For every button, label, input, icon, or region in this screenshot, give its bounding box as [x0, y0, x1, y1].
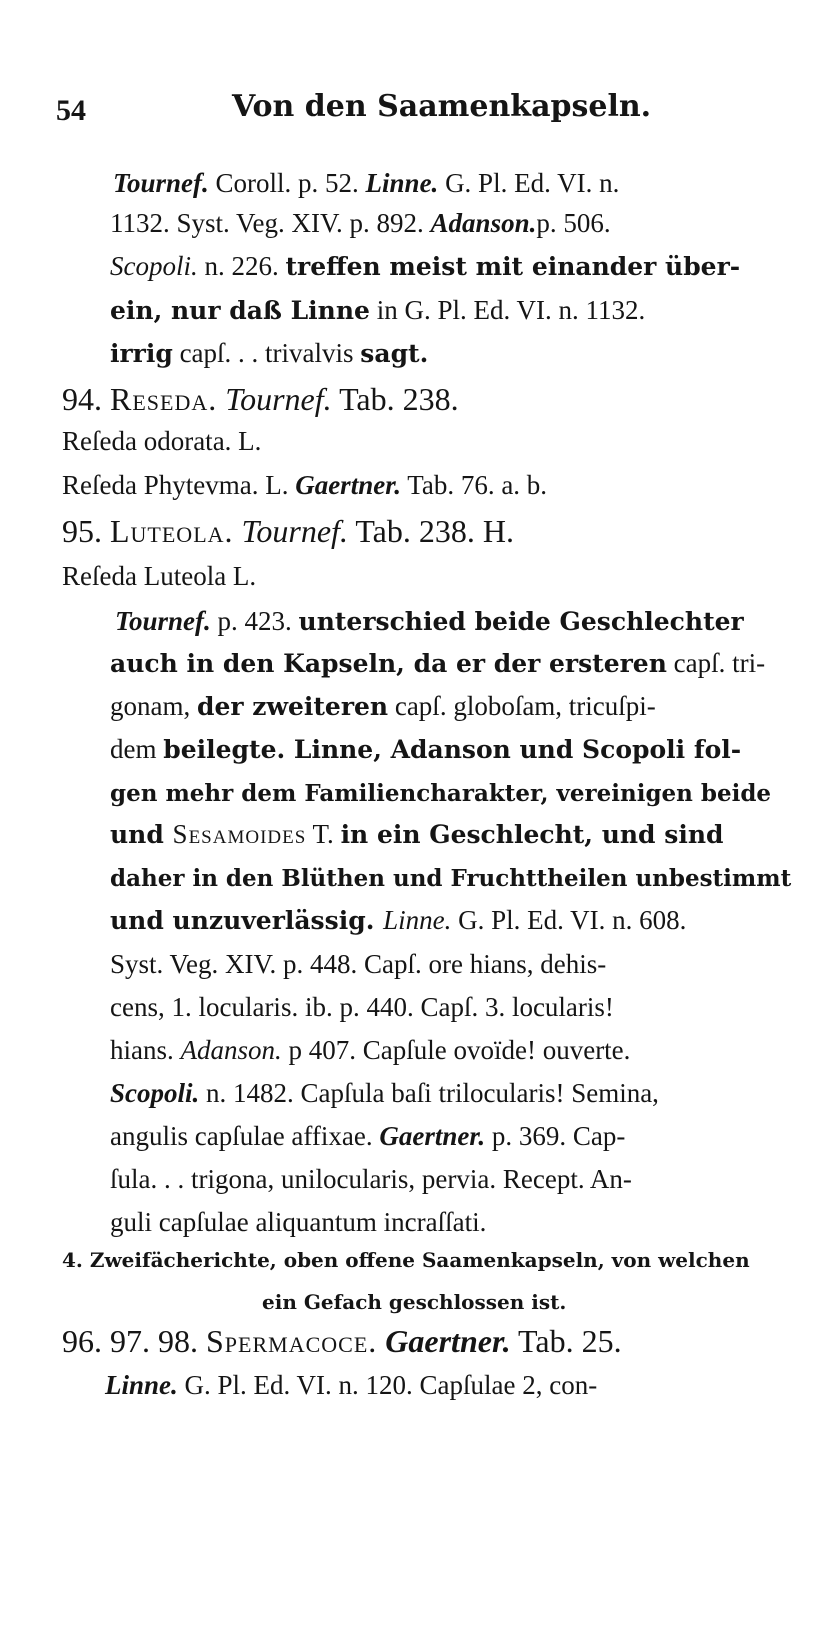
author-ref: Linne. — [105, 1370, 178, 1400]
text-line — [110, 1080, 659, 1107]
text-line — [110, 210, 611, 237]
author-ref: Gaertner. — [295, 470, 401, 500]
running-title: Von den Saamenkapseln. — [232, 89, 652, 124]
text-span: 1132. Syst. Veg. XIV. p. 892. — [110, 208, 431, 238]
german-text: und unzuverlässig. — [110, 906, 384, 935]
german-text: auch in den Kapseln, da er der ersteren — [110, 649, 667, 678]
german-text: ein, nur daß Linne — [110, 296, 370, 325]
text-line — [113, 170, 619, 197]
text-line — [62, 428, 261, 455]
text-span: gonam, — [110, 691, 197, 721]
german-text: gen mehr dem Familiencharakter, vereinigen beide — [110, 780, 772, 807]
text-line — [110, 994, 614, 1021]
entry-heading — [62, 383, 459, 415]
text-span: dem — [110, 734, 164, 764]
text-span: p 407. Capſule ovoïde! ouverte. — [281, 1035, 631, 1065]
text-span: Tab. 76. a. b. — [400, 470, 548, 500]
text-line — [110, 1209, 486, 1236]
text-line — [110, 951, 606, 978]
german-text: irrig — [110, 339, 173, 368]
text-line — [110, 779, 771, 806]
text-span — [234, 513, 242, 549]
text-span: angulis capſulae affixae. — [110, 1121, 380, 1151]
author-ref: Tournef. — [225, 381, 332, 417]
text-span: p. 369. Cap- — [485, 1121, 626, 1151]
german-text: ein Gefach geschlossen ist. — [262, 1290, 567, 1314]
author-ref: Gaertner. — [379, 1121, 486, 1151]
text-span: Reſeda odorata. L. — [62, 426, 262, 456]
text-line — [110, 297, 645, 324]
text-line — [110, 253, 740, 280]
entry-number: 94. — [62, 381, 110, 417]
text-span: G. Pl. Ed. VI. n. 120. Capſulae 2, con- — [177, 1370, 598, 1400]
german-text: treffen meist mit einander über- — [285, 252, 741, 281]
text-span: Reſeda Luteola L. — [62, 561, 257, 591]
text-line — [110, 693, 656, 720]
genus-name: Reseda. — [110, 381, 218, 417]
text-line — [115, 608, 744, 635]
author-ref: Tournef. — [241, 513, 348, 549]
page-number: 54 — [56, 94, 86, 127]
text-span: cens, 1. locularis. ib. p. 440. Capſ. 3. locularis! — [110, 992, 614, 1022]
german-text: und — [110, 820, 173, 849]
author-ref: Adanson. — [180, 1035, 282, 1065]
text-span: capſ. . . trivalvis — [172, 338, 361, 368]
text-line — [62, 563, 256, 590]
author-ref: Gaertner. — [385, 1323, 511, 1359]
text-span: ſula. . . trigona, unilocularis, pervia. Recept. An- — [110, 1164, 632, 1194]
text-span: n. 226. — [197, 251, 286, 281]
genus-name: Luteola. — [110, 513, 234, 549]
genus-name: Spermacoce. — [206, 1323, 378, 1359]
text-span: Coroll. p. 52. — [208, 168, 366, 198]
text-span: in G. Pl. Ed. VI. n. 1132. — [369, 295, 646, 325]
author-ref: Linne. — [383, 905, 452, 935]
genus-name: Sesamoides — [172, 819, 307, 849]
text-span: G. Pl. Ed. VI. n. — [438, 168, 620, 198]
text-line — [110, 340, 428, 367]
text-line — [110, 1166, 632, 1193]
text-line — [110, 1123, 625, 1150]
german-text: 4. Zweifächerichte, oben offene Saamenkapseln, von welchen — [62, 1248, 750, 1272]
text-span: capſ. tri- — [666, 648, 766, 678]
text-span: guli capſulae aliquantum incraſſati. — [110, 1207, 487, 1237]
section-heading-cont — [262, 1287, 566, 1314]
german-text: sagt. — [360, 339, 429, 368]
entry-number: 96. 97. 98. — [62, 1323, 206, 1359]
german-text: der zweiteren — [197, 692, 389, 721]
text-span: Reſeda Phytevma. L. — [62, 470, 296, 500]
text-span: Syst. Veg. XIV. p. 448. Capſ. ore hians, dehis- — [110, 949, 607, 979]
author-ref: Scopoli. — [110, 1078, 200, 1108]
text-line — [110, 864, 791, 891]
text-span: Tab. 238. — [331, 381, 459, 417]
text-span: hians. — [110, 1035, 181, 1065]
text-line — [110, 821, 723, 848]
text-line — [105, 1372, 597, 1399]
author-ref: Scopoli. — [110, 251, 198, 281]
text-span: Tab. 238. H. — [347, 513, 514, 549]
text-span: capſ. globoſam, tricuſpi- — [388, 691, 656, 721]
author-ref: Adanson. — [430, 208, 537, 238]
text-line — [110, 650, 765, 677]
author-ref: Linne. — [365, 168, 439, 198]
section-heading — [62, 1250, 750, 1271]
text-span: G. Pl. Ed. VI. n. 608. — [451, 905, 687, 935]
text-line — [110, 907, 686, 934]
entry-heading — [62, 515, 514, 547]
text-span: Tab. 25. — [510, 1323, 622, 1359]
text-span: p. 423. — [210, 606, 299, 636]
text-line — [110, 1037, 630, 1064]
entry-number: 95. — [62, 513, 110, 549]
text-line — [110, 736, 741, 763]
entry-heading — [62, 1325, 622, 1357]
author-ref: Tournef. — [113, 168, 209, 198]
german-text: in ein Geschlecht, und sind — [340, 820, 724, 849]
text-line — [62, 472, 547, 499]
text-span: p. 506. — [536, 208, 611, 238]
german-text: daher in den Blüthen und Fruchttheilen unbestimmt — [110, 865, 792, 892]
german-text: beilegte. Linne, Adanson und Scopoli fol- — [163, 735, 742, 764]
german-text: unterschied beide Geschlechter — [298, 607, 744, 636]
text-span: T. — [306, 819, 341, 849]
text-span: n. 1482. Capſula baſi trilocularis! Semina, — [199, 1078, 659, 1108]
author-ref: Tournef. — [115, 606, 211, 636]
